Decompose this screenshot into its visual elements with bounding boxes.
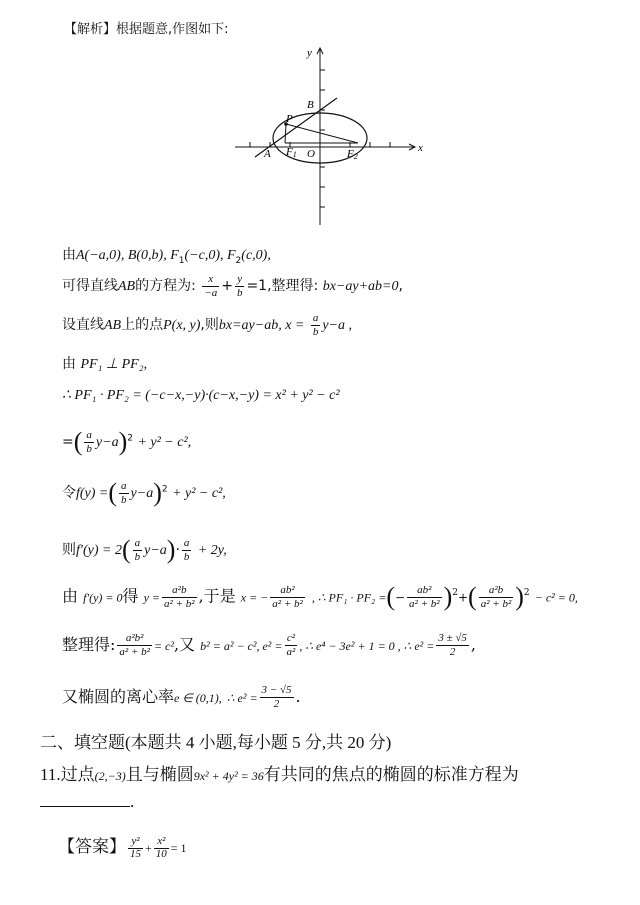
line-6: =( $\frac{a}{b}$ y−a)$^2$ + y² − c², [62,427,192,456]
analysis-header: 【解析】根据题意,作图如下: [64,22,229,37]
label-y: y [307,47,312,59]
line-10: 整理得: $\frac{\text{a²b²}}{\text{a² + b²}}$ = c²,又 b² = a² − c², e² = $\frac{\text{c²}}{\text{a²}}$ , ∴ e⁴ − 3e² + 1 = 0 , ∴ e² = $\frac{3 \pm √5}{2}$ , [62,632,477,658]
label-x: x [418,142,423,154]
line-3: 设直线AB上的点P(x, y),则bx=ay−ab, x = $\frac{a}{b}$ y−a , [62,312,352,338]
answer-line: 【答案】 $\frac{\text{y²}}{15}$ + $\frac{\text{x²}}{10}$ = 1 [58,835,187,860]
answer-blank-line: . [40,792,134,812]
line-8: 则f′(y) = 2( $\frac{a}{b}$ y−a)· $\frac{a}{b}$ + 2y, [62,535,227,564]
label-b: B [307,99,314,111]
label-f2: F2 [347,148,358,161]
line-4: 由 PF₁ ⊥ PF₂, [62,356,148,372]
label-a: A [264,148,271,160]
ellipse-figure [230,40,430,232]
line-11: 又椭圆的离心率e ∈ (0,1), ∴ e² = $\frac{3 - √5}{2}$ . [62,684,301,710]
label-f1: F1 [286,146,297,159]
question-11: 11.过点(2,−3)且与椭圆9x² + 4y² = 36有共同的焦点的椭圆的标准方程为 [40,765,519,784]
y-axis-ticks [320,70,325,207]
line-1: 由A(−a,0), B(0,b), $F_1(-c,0)$, $F_2(c,0)$, [62,247,271,266]
line-7: 令f(y) =( $\frac{a}{b}$ y−a)$^2$ + y² − c², [62,478,226,507]
answer-blank [40,792,130,807]
segment-pf1 [285,124,286,143]
segment-pf2 [286,124,358,143]
label-o: O [307,148,315,160]
line-2: 可得直线AB的方程为: $\frac{x}{-a}$ + $\frac{y}{b}$ =1,整理得: bx−ay+ab=0, [62,273,403,299]
label-p: P [286,113,293,125]
line-5: ∴ PF₁ · PF₂ = (−c−x,−y)·(c−x,−y) = x² + y² − c² [62,388,340,403]
section-heading: 二、填空题(本题共 4 小题,每小题 5 分,共 20 分) [40,733,392,752]
line-9: 由 f′(y) = 0得 y = $\frac{\text{a²b}}{\text{a² + b²}}$ ,于是 x = − $\frac{\text{ab²}}{\text{a² + b²}}$ , ∴ PF₁ · PF₂ =(− $\frac{\text{ab²}}{\text{a² + b²}}$ )$^2$+( $\frac{\text{a²b}}{\text{a² + b²}}$ )$^2$ − c² = 0, [62,582,578,611]
